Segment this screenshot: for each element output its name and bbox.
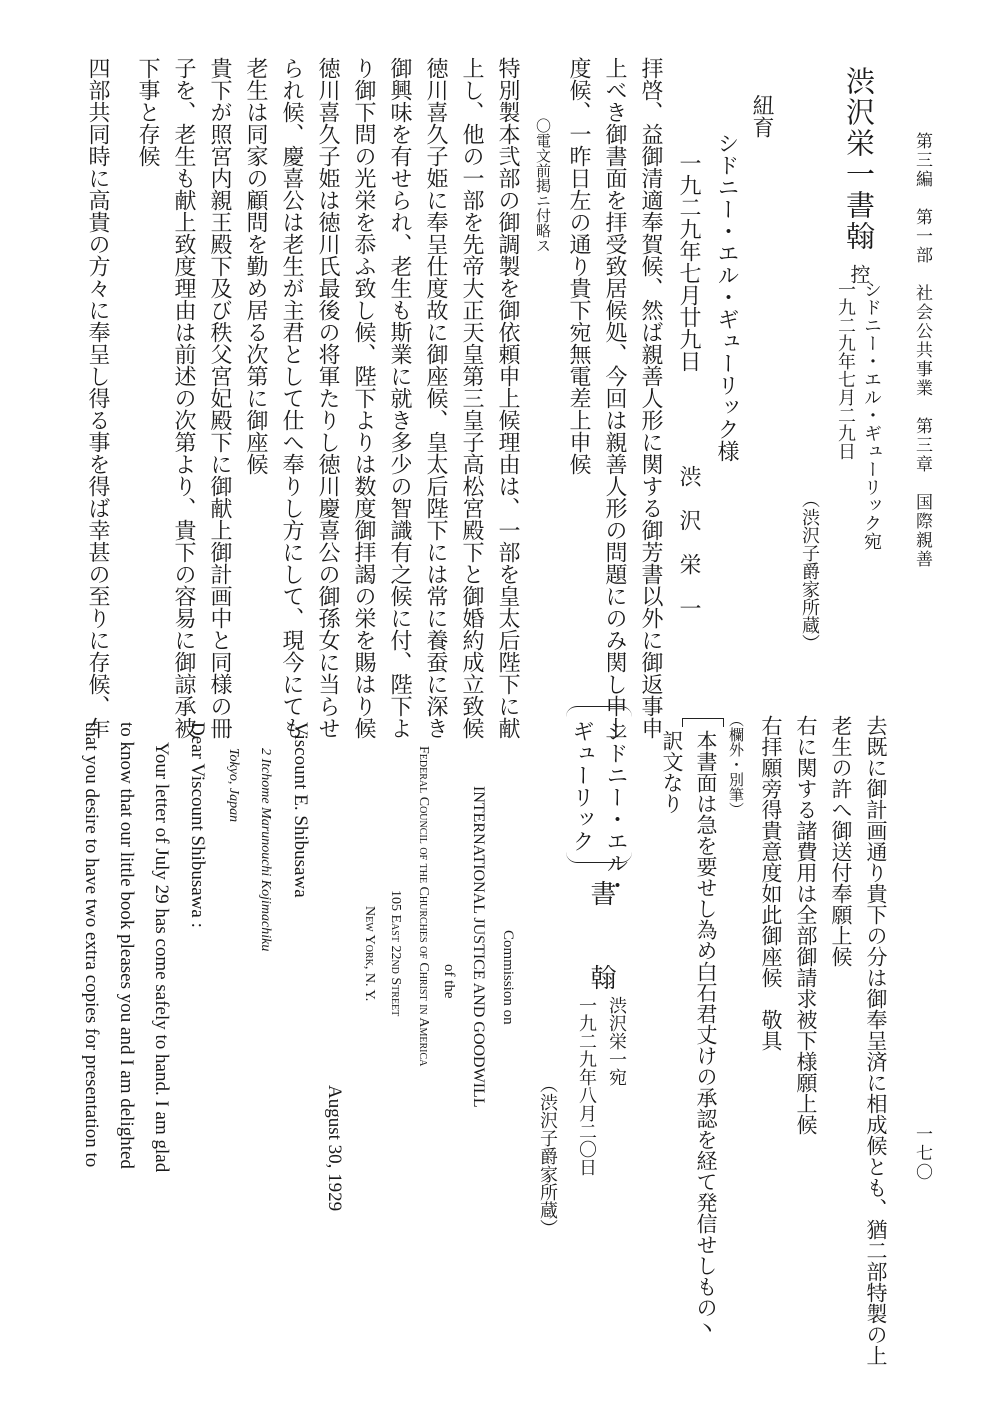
letter1-body2-line: 子を、老生も献上致度理由は前述の次第より、貴下の容易に御諒承被 (171, 57, 196, 739)
letterhead-council: Federal Council of the Churches of Christ in America (416, 746, 431, 1067)
letterhead-street: 105 East 22nd Street (388, 890, 403, 1017)
letter1-body2-line: 特別製本弐部の御調製を御依頼申上候理由は、一部を皇太后陛下に献 (495, 57, 520, 739)
letter2-body-line: Your letter of July 29 has come safely to hand. I am glad (151, 742, 172, 1173)
letter1-body3-line: 右拝願旁得貴意度如此御座候 敬具 (759, 715, 783, 1051)
letter1-margin-note: （欄外・別筆） (727, 712, 745, 817)
letter1-omission-note: 〇電文前掲ニ付略ス (534, 118, 552, 253)
letter1-body2-line: 老生は同家の顧問を勤め居る次第に御座候 (243, 57, 268, 475)
letter1-body2-line: り御下問の光栄を忝ふ致し候、陛下よりは数度御拝謁の栄を賜はり候 (351, 57, 376, 739)
letter1-body2-line: 四部共同時に高貴の方々に奉呈し得る事を得ば幸甚の至りに存候、乍 (85, 57, 110, 739)
running-header: 第三編 第一部 社会公共事業 第三章 国際親善 (912, 132, 932, 569)
letter1-sender: 渋 沢 栄 一 (676, 465, 701, 619)
letter1-date: 一九二九年七月廿九日 (676, 152, 701, 372)
letter1-bracket (682, 718, 724, 727)
letter1-bracket-note-1: 本書面は急を要せし為め白石君丈けの承認を経て発信せしもの丶 (694, 730, 718, 1339)
letter1-addressee-date: 一九二九年七月二九日 (835, 280, 856, 460)
letter1-body2-line: 徳川喜久子姫に奉呈仕度故に御座候、皇太后陛下には常に養蚕に深き (423, 57, 448, 739)
page-number: 一七〇 (912, 1125, 932, 1182)
letter2-body-line: to know that our little book pleases you and I am delighted (116, 722, 137, 1169)
letter2-title-name-1: シドニー・エル・ (603, 720, 628, 896)
letter2-title-paren-bottom (566, 852, 632, 863)
letter2-date: August 30, 1929 (324, 1085, 345, 1212)
letter1-body2-line: 上し、他の一部を先帝大正天皇第三皇子高松宮殿下と御婚約成立致候 (459, 57, 484, 739)
letter2-address-line: 2 Itchome Marunouchi Kojimachiku (258, 748, 273, 952)
letter1-body3-line: 去既に御計画通り貴下の分は御奉呈済に相成候とも、猶二部特製の上 (864, 715, 888, 1366)
letter2-salutation: Dear Viscount Shibusawa : (187, 722, 208, 928)
letterhead-of-the: of the (441, 964, 457, 999)
letter2-address-line: Tokyo, Japan (226, 748, 241, 823)
letter1-salutation: 紐育 (749, 94, 774, 138)
letter1-body3-line: 老生の許へ御送付奉願上候 (829, 715, 853, 967)
letter1-body2-line: 御興味を有せられ、老生も斯業に就き多少の智識有之候に付、陛下よ (387, 57, 412, 739)
letter2-addressee-date: 一九二九年八月二〇日 (576, 996, 597, 1176)
letter1-body2-line: 下事と存候 (135, 57, 160, 167)
letter1-body2-line: 貴下が照宮内親王殿下及び秩父宮妃殿下に御献上御計画中と同様の冊 (207, 57, 232, 739)
letter1-body3-line: 右に関する諸費用は全部御請求被下様願上候 (794, 715, 818, 1135)
letter1-to-name: シドニー・エル・ギューリック様 (714, 132, 739, 462)
letter1-addressee-recipient: シドニー・エル・ギューリック宛 (861, 280, 882, 550)
letter1-bracket-note-2: 訳文なり (660, 730, 684, 814)
letterhead-city: New York, N. Y. (362, 906, 377, 1002)
letter2-addressee-recipient: 渋沢栄一宛 (606, 996, 627, 1086)
letter2-title-name-2: ギューリック (569, 720, 594, 852)
letterhead-commission: Commission on (500, 930, 516, 1025)
letter1-body2-line: 徳川喜久子姫は徳川氏最後の将軍たりし徳川慶喜公の御孫女に当らせ (315, 57, 340, 739)
letter2-address-name: Viscount E. Shibusawa (290, 722, 311, 898)
letter1-title-suffix: 控 (847, 264, 871, 286)
letterhead-organization: INTERNATIONAL JUSTICE AND GOODWILL (470, 786, 487, 1108)
letter2-source: （渋沢子爵家所蔵） (537, 1075, 558, 1237)
letter1-body1-line: 拝啓、益御清適奉賀候、然ば親善人形に関する御芳書以外に御返事申 (638, 57, 663, 739)
letter1-title: 渋沢栄一書翰控 (842, 66, 876, 286)
letter2-body-line: that you desire to have two extra copies for presentation to (81, 722, 102, 1168)
letter2-title: 書 翰 (586, 880, 616, 992)
letter1-source: （渋沢子爵家所蔵） (799, 490, 820, 652)
letter2-title-paren-top (566, 706, 632, 717)
letter1-body2-line: られ候、慶喜公は老生が主君として仕へ奉りし方にして、現今にても (279, 57, 304, 739)
letter1-body1-line: 上べき御書面を拝受致居候処、今回は親善人形の問題にのみ関し申上 (602, 57, 627, 739)
letter1-body1-line: 度候、一昨日左の通り貴下宛無電差上申候 (566, 57, 591, 475)
